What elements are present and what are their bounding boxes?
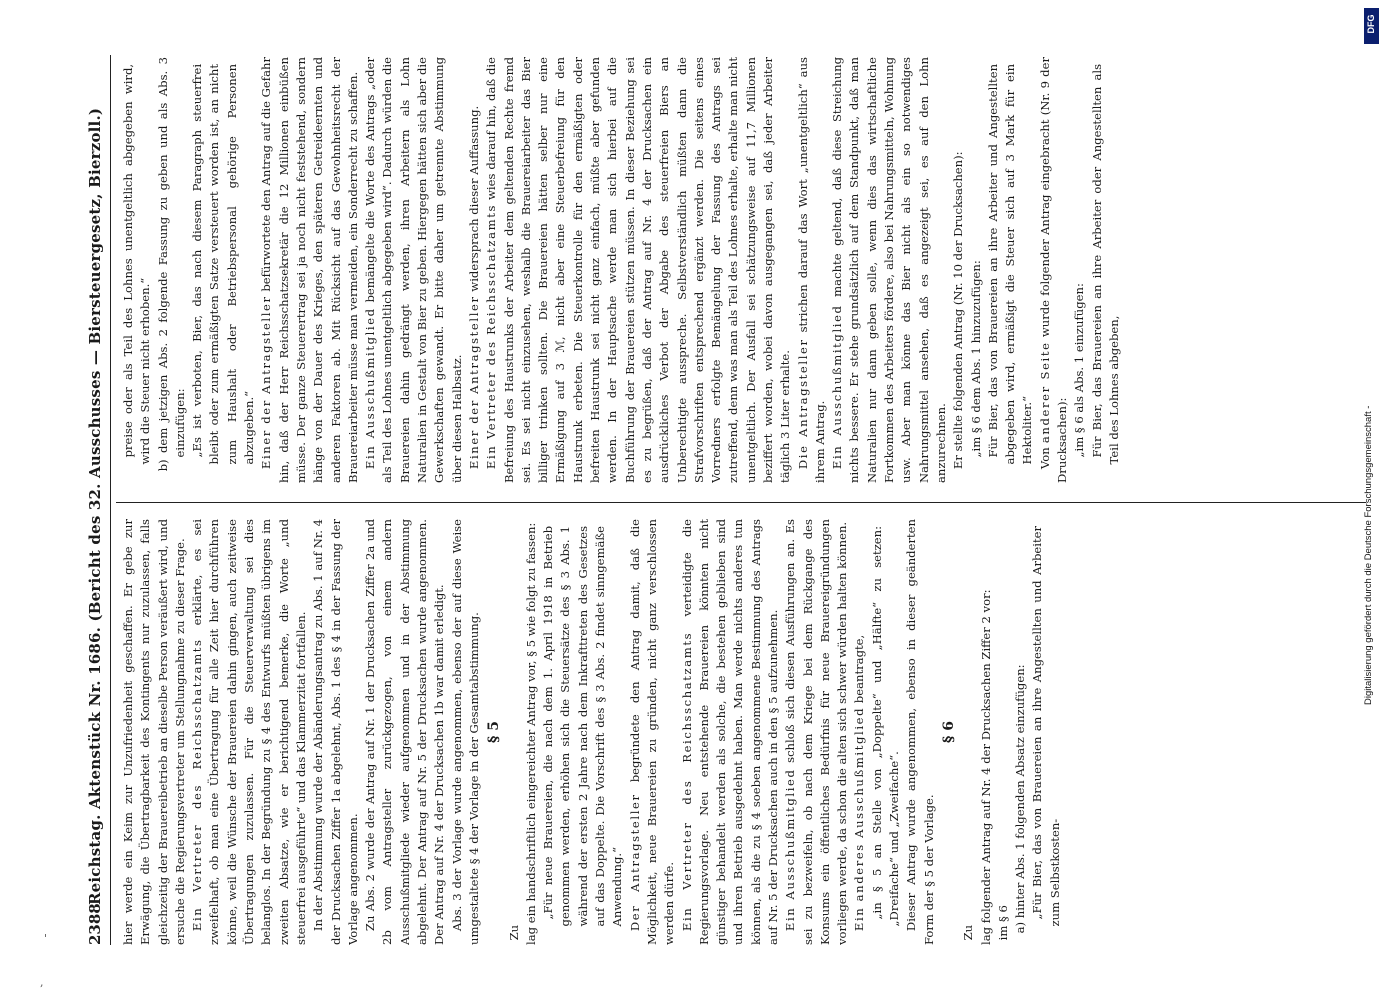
paragraph-text: wurde folgender Antrag eingebracht (Nr. 9 der Drucksachen): (1037, 57, 1070, 483)
quoted-text: „Für neue Brauereien, die nach dem 1. April 1918 in Betrieb genommen werden, erhöhen sich die Steuersätze des § 3 Abs. 1 während der ersten 2 Jahre nach dem Inkrafttreten des Gesetzes auf das Doppelte. Die Vorschrift des § 3 Abs. 2 findet sinngemäße Anwendung.“ (541, 525, 625, 927)
paragraph (782, 519, 851, 945)
paragraph-text: beantragte, (852, 634, 867, 707)
paragraph: Zu (961, 924, 976, 941)
speaker: Einer der Antragsteller (466, 295, 481, 470)
paragraph: Abs. 3 der Vorlage wurde angenommen, ebenso der auf diese Weise umgestaltete § 4 der Vorlage in der Gesamtabstimmung. (449, 519, 481, 945)
paragraph (483, 57, 794, 483)
paragraph: im § 6 (995, 905, 1010, 941)
document-page (82, 55, 1382, 945)
paragraph-text: widersprach dieser Auffassung. (466, 105, 481, 296)
header-rule (110, 55, 111, 945)
left-column (120, 519, 1360, 945)
dfg-logo-text: DFG (1366, 14, 1376, 34)
right-column (120, 57, 1360, 483)
speaker: Einer der Antragsteller (259, 295, 274, 470)
speaker: Ein Vertreter des Reichsschatzamts (190, 638, 205, 932)
credit-text: Digitalisierung gefördert durch die Deutsche Forschungsgemeinschaft - (1363, 405, 1374, 705)
page-number: 2388 (86, 903, 104, 945)
paragraph (851, 519, 868, 945)
paragraph (362, 57, 466, 483)
paragraph (829, 57, 950, 483)
quoted-text: „Für Bier, das von Brauereien an ihre Angestellten und Arbeiter zum Selbstkosten- (1030, 525, 1062, 927)
paragraph: hier werde ein Keim zur Unzufriedenheit geschaffen. Er gebe zur Erwägung, die Übertragbarkeit des Kontingents nur zuzulassen, falls gleichzeitig der Brauereibetrieb an dieselbe Person veräußert wird, und ersuche die Regierungsvertreter um Stellungnahme zu dieser Frage. (121, 519, 187, 945)
quoted-text: Für Bier, das Brauereien an ihre Arbeiter oder Angestellten als Teil des Lohnes abgeben, (1089, 63, 1121, 465)
paragraph-text: erklärte, es sei zweifelhaft, ob man eine Übertragung für alle Zeit hier durchführen könne, weil die Wünsche der Brauereien dahin gingen, auch zeitweise Übertragungen zuzulassen. Für die Steuerverwaltung sei dies belanglos. In der Begründung zu § 4 des Entwurfs müßten übrigens im zweiten Absatze, wie er berichtigend bemerke, die Worte „und steuerfrei ausgeführte“ und das Klammerzitat fortfallen. (190, 519, 308, 945)
scan-mark: ' (44, 932, 48, 945)
list-item: a) hinter Abs. 1 folgenden Absatz einzufügen: (1013, 664, 1028, 934)
digitization-credit (1359, 0, 1381, 1000)
paragraph-text: strichen darauf das Wort „unentgeltlich“ aus ihrem Antrag. (795, 57, 827, 483)
speaker: Ein Vertreter des Reichsschatzamts (679, 631, 694, 932)
paragraph: Er stellte folgenden Antrag (Nr. 10 der Drucksachen): (951, 151, 966, 470)
scan-mark: , (40, 976, 44, 989)
quoted-text: „Es ist verboten, Bier, das nach diesem Paragraph steuerfrei bleibt oder zum ermäßigten Satze versteuert worden ist, an nicht zum Haushalt oder Betriebspersonal gehörige Personen abzugeben.“ (190, 63, 257, 465)
quoted-text: „in § 5 an Stelle von „Doppelte“ und „Hälfte“ zu setzen: „Dreifache“ und „Zweifache“. (869, 525, 902, 927)
section-heading: § 6 (940, 721, 957, 743)
speaker: Die Antragsteller (795, 338, 810, 470)
speaker: Ein Ausschußmitglied (830, 304, 845, 470)
paragraph (1037, 57, 1072, 483)
speaker: Ein Vertreter des Reichsschatzamts (484, 203, 499, 470)
paragraph-text: befürwortete den Antrag auf die Gefahr hin, daß der Herr Reichsschatzsekretär die 12 Millionen einbüßen müsse. Der ganze Steuerertrag sei ja noch nicht feststehend, sondern hänge von der Dauer des Krieges, den späteren Getreideernten und anderen Faktoren ab. Mit Rücksicht auf das Gewohnheitsrecht der Brauereiarbeiter müsse man vermeiden, ein Sonderrecht zu schaffen. (259, 57, 360, 483)
paragraph-text: schloß sich diesen Ausführungen an. Es sei zu bezweifeln, ob nach dem Kriege bei dem Rückgange des Konsums ein öffentliches Bedürfnis für neue Brauereigründungen vorliegen werde, da schon die alten sich schwer würden halten können. (783, 519, 850, 945)
column-divider (116, 502, 1366, 503)
list-item: b) dem jetzigen Abs. 2 folgende Fassung zu geben und als Abs. 3 einzufügen: (155, 57, 187, 472)
paragraph (627, 519, 679, 945)
paragraph (466, 57, 483, 483)
quoted-text: Für Bier, das von Brauereien an ihre Arbeiter und Angestellten abgegeben wird, ermäßigt die Steuer sich auf 3 Mark für ein Hektoliter.“ (985, 63, 1035, 465)
paragraph (795, 57, 830, 483)
speaker: Ein Ausschußmitglied (363, 307, 378, 470)
dfg-logo (1364, 8, 1379, 44)
paragraph: lag folgender Antrag auf Nr. 4 der Drucksachen Ziffer 2 vor: (978, 589, 993, 945)
paragraph (258, 57, 362, 483)
quoted-text: preise oder als Teil des Lohnes unentgeltlich abgegeben wird, wird die Steuer nicht erhoben.“ (121, 63, 153, 465)
speaker: Ein anderes Ausschußmitglied (852, 706, 867, 932)
paragraph-text: bemängelte die Worte des Antrags „oder als Teil des Lohnes unentgeltlich abgegeben wird“. Dadurch würden die Brauereien dahin gedrängt werden, ihren Arbeitern als Lohn Naturalien in Gestalt von Bier zu geben. Hiergegen hätten sich aber die Gewerkschaften gewandt. Er bitte daher um getrennte Abstimmung über diesen Halbsatz. (363, 57, 464, 483)
page-header (82, 55, 108, 945)
paragraph (189, 519, 310, 945)
paragraph-text: Von (1037, 443, 1052, 470)
quoted-text: „im § 6 dem Abs. 1 hinzuzufügen: (968, 260, 983, 458)
paragraph: In der Abstimmung wurde der Abänderungsantrag zu Abs. 1 auf Nr. 4 der Drucksachen Ziffer 1a abgelehnt, Abs. 1 des § 4 in der Fassung der Vorlage angenommen. (311, 519, 360, 945)
paragraph: Zu Abs. 2 wurde der Antrag auf Nr. 1 der Drucksachen Ziffer 2a und 2b vom Antragsteller zurückgezogen, von einem andern Ausschußmitgliede wieder aufgenommen und in der Abstimmung abgelehnt. Der Antrag auf Nr. 5 der Drucksachen wurde angenommen. Der Antrag auf Nr. 4 der Drucksachen 1b war damit erledigt. (363, 519, 447, 945)
speaker: Ein Ausschußmitglied (783, 768, 798, 932)
paragraph: lag ein handschriftlich eingereichter Antrag vor, § 5 wie folgt zu fassen: (523, 522, 538, 945)
speaker: anderer Seite (1037, 341, 1052, 444)
paragraph: Zu (506, 924, 521, 941)
paragraph-text: verteidigte die Regierungsvorlage. Neu entstehende Brauereien könnten nicht günstiger behandelt werden als solche, die bestehen geblieben sind und ihren Betrieb ausgedehnt haben. Man werde nichts anderes tun können, als die zu § 4 soeben angenommene Bestimmung des Antrags auf Nr. 5 der Drucksachen auch in den § 5 aufzunehmen. (679, 519, 780, 945)
page-title: Reichstag. Aktenstück Nr. 1686. (Bericht des 32. Ausschusses — Biersteuergesetz, Bierzoll.) (86, 107, 104, 905)
paragraph (679, 519, 783, 945)
section-heading: § 5 (486, 721, 503, 743)
paragraph-text: machte geltend, daß diese Streichung nichts bessere. Er stehe grundsätzlich auf dem Standpunkt, daß man Naturalien nur dann geben solle, wenn dies das wirtschaftliche Fortkommen des Arbeiters fördere, also bei Nahrungsmitteln, Wohnung usw. Aber man könne das Bier nicht als ein so notwendiges Nahrungsmittel ansehen, daß es angezeigt sei, es auf den Lohn anzurechnen. (830, 57, 948, 483)
paragraph-text: begründete den Antrag damit, daß die Möglichkeit, neue Brauereien zu gründen, nicht ganz verschlossen werden dürfe. (627, 519, 677, 945)
paragraph-text: wies darauf hin, daß die Befreiung des Haustrunks der Arbeiter dem geltenden Rechte fremd sei. Es sei nicht einzusehen, weshalb die Brauereiarbeiter das Bier billiger trinken sollten. Die Brauereien hätten selber nur eine Ermäßigung auf 3 ℳ, nicht aber eine Steuerbefreiung für den Haustrunk erbeten. Die Steuerkontrolle für den ermäßigten oder befreiten Haustrunk sei nicht ganz einfach, müßte aber gefunden werden. In der Hauptsache werde man sich hierbei auf die Buchführung der Brauereien stützen müssen. In dieser Beziehung sei es zu begrüßen, daß der Antrag auf Nr. 4 der Drucksachen ein ausdrückliches Verbot der Abgabe des steuerfreien Biers an Unberechtigte ausspreche. Selbstverständlich müßten dann die Strafvorschriften entsprechend ergänzt werden. Die seitens eines Vorredners erfolgte Bemängelung der Fassung des Antrags sei zutreffend, denn was man als Teil des Lohnes erhalte, erhalte man nicht unentgeltlich. Der Ausfall sei schätzungsweise auf 11,7 Millionen beziffert worden, wobei davon ausgegangen sei, daß jeder Arbeiter täglich 3 Liter erhalte. (484, 57, 793, 483)
speaker: Der Antragsteller (627, 793, 642, 932)
quoted-text: „im § 6 als Abs. 1 einzufügen: (1072, 283, 1087, 458)
paragraph: Dieser Antrag wurde angenommen, ebenso in dieser geänderten Form der § 5 der Vorlage. (904, 519, 936, 945)
